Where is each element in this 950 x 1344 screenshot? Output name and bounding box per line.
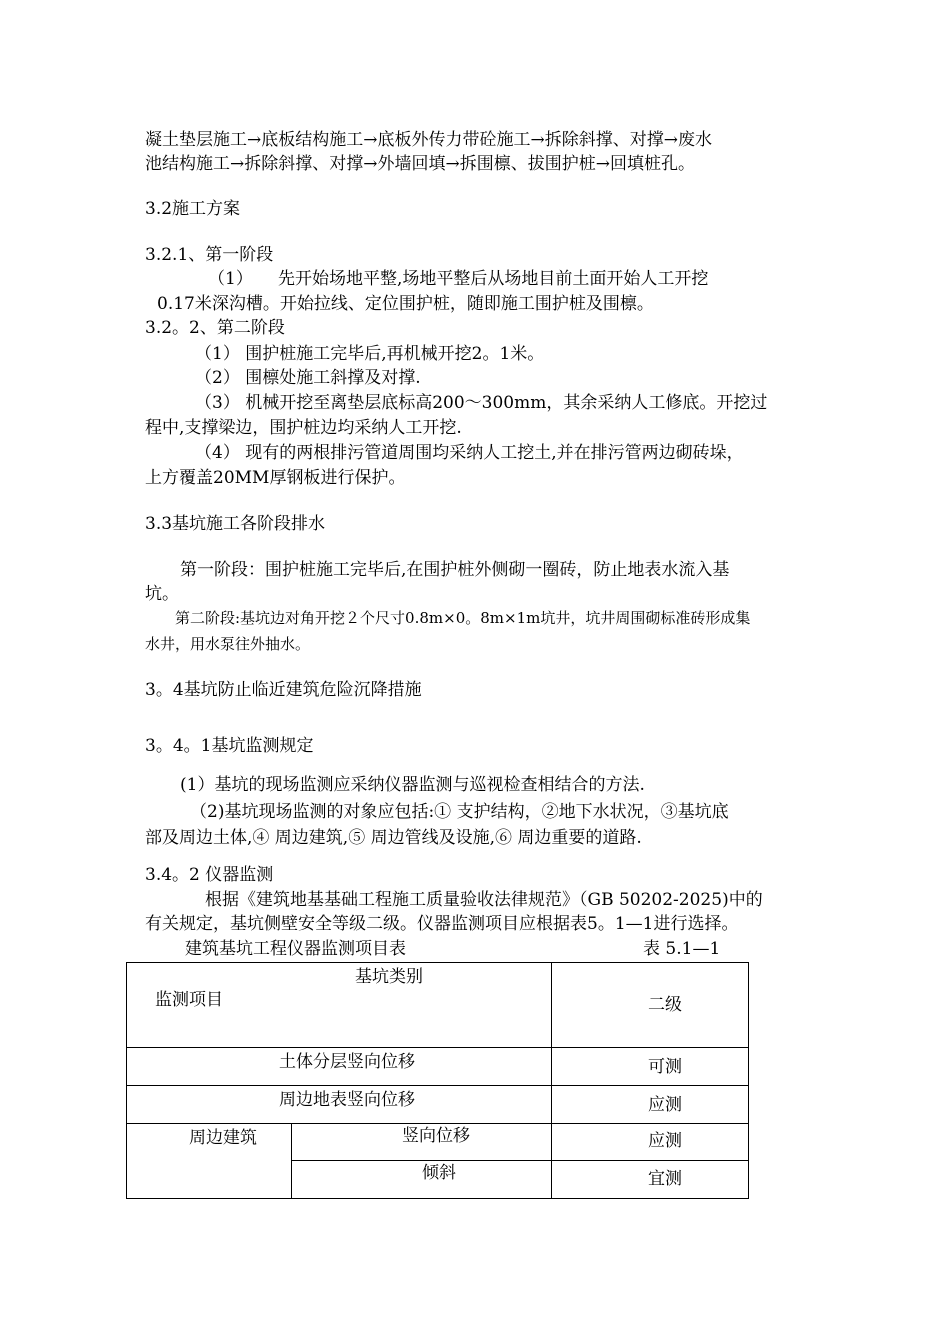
paragraph-line: (1）基坑的现场监测应采纳仪器监测与巡视检查相结合的方法. [180, 775, 645, 795]
item-label: 周边地表竖向位移 [279, 1090, 415, 1110]
header-level: 二级 [648, 995, 682, 1015]
paragraph-line: 第二阶段:基坑边对角开挖２个尺寸0.8m×0。8m×1m坑井，坑井周围砌标准砖形成集 [175, 609, 751, 627]
paragraph-line: （2)基坑现场监测的对象应包括:① 支护结构，②地下水状况，③基坑底 [190, 802, 729, 822]
subsection-heading: 3.2.1、第一阶段 [145, 245, 274, 265]
paragraph-line: 第一阶段：围护桩施工完毕后,在围护桩外侧砌一圈砖，防止地表水流入基 [180, 560, 730, 580]
table-row [127, 1048, 749, 1086]
group-cell [127, 1124, 292, 1199]
paragraph-line: 部及周边土体,④ 周边建筑,⑤ 周边管线及设施,⑥ 周边重要的道路. [145, 828, 642, 848]
subsection-heading: 3.4。2 仪器监测 [145, 865, 274, 885]
paragraph-line: 水井，用水泵往外抽水。 [145, 635, 311, 653]
group-label: 周边建筑 [189, 1128, 257, 1148]
paragraph-line: 根据《建筑地基基础工程施工质量验收法律规范》（GB 50202-2025)中的 [205, 890, 763, 910]
value-label: 应测 [648, 1095, 682, 1115]
value-label: 宜测 [648, 1169, 682, 1189]
list-number: （1） [208, 269, 253, 289]
value-label: 应测 [648, 1131, 682, 1151]
item-cell [127, 1048, 552, 1086]
header-category: 基坑类别 [355, 967, 423, 987]
value-cell [552, 1048, 749, 1086]
value-cell [552, 1086, 749, 1124]
section-heading: 3.2施工方案 [145, 199, 241, 219]
table-header-row [127, 963, 749, 1048]
table-caption: 建筑基坑工程仪器监测项目表 [185, 939, 406, 959]
table-number: 表 5.1—1 [643, 939, 721, 959]
table-row [127, 1124, 749, 1161]
section-heading: 3。4基坑防止临近建筑危险沉降措施 [145, 680, 422, 700]
paragraph-line: 坑。 [145, 584, 179, 604]
paragraph-line: 有关规定，基坑侧壁安全等级二级。仪器监测项目应根据表5。1—1进行选择。 [145, 914, 739, 934]
paragraph-line: 0.17米深沟槽。开始拉线、定位围护桩，随即施工围护桩及围檩。 [157, 294, 654, 314]
item-label: 倾斜 [422, 1163, 456, 1183]
item-cell [292, 1161, 552, 1199]
value-cell [552, 1161, 749, 1199]
paragraph-line: 程中,支撑梁边，围护桩边均采纳人工开挖. [145, 418, 462, 438]
header-cell [127, 963, 552, 1048]
header-level-cell [552, 963, 749, 1048]
monitoring-table [126, 962, 749, 1199]
value-label: 可测 [648, 1057, 682, 1077]
paragraph-line: 上方覆盖20MM厚钢板进行保护。 [145, 468, 406, 488]
value-cell [552, 1124, 749, 1161]
item-cell [127, 1086, 552, 1124]
list-item: （1） 围护桩施工完毕后,再机械开挖2。1米。 [195, 344, 545, 364]
paragraph-line: 池结构施工→拆除斜撑、对撑→外墙回填→拆围檩、拔围护桩→回填桩孔。 [145, 154, 695, 174]
item-label: 土体分层竖向位移 [279, 1052, 415, 1072]
item-label: 竖向位移 [402, 1126, 470, 1146]
list-item: （3） 机械开挖至离垫层底标高200～300mm，其余采纳人工修底。开挖过 [195, 393, 768, 413]
list-item: （2） 围檩处施工斜撑及对撑. [195, 368, 421, 388]
section-heading: 3.3基坑施工各阶段排水 [145, 514, 326, 534]
list-item: （4） 现有的两根排污管道周围均采纳人工挖土,并在排污管两边砌砖垛， [195, 443, 744, 463]
table-row [127, 1086, 749, 1124]
subsection-heading: 3。4。1基坑监测规定 [145, 736, 314, 756]
paragraph-line: 先开始场地平整,场地平整后从场地目前土面开始人工开挖 [278, 269, 709, 289]
header-item: 监测项目 [155, 990, 223, 1010]
item-cell [292, 1124, 552, 1161]
paragraph-line: 凝土垫层施工→底板结构施工→底板外传力带砼施工→拆除斜撑、对撑→废水 [145, 130, 712, 150]
subsection-heading: 3.2。2、第二阶段 [145, 318, 285, 338]
